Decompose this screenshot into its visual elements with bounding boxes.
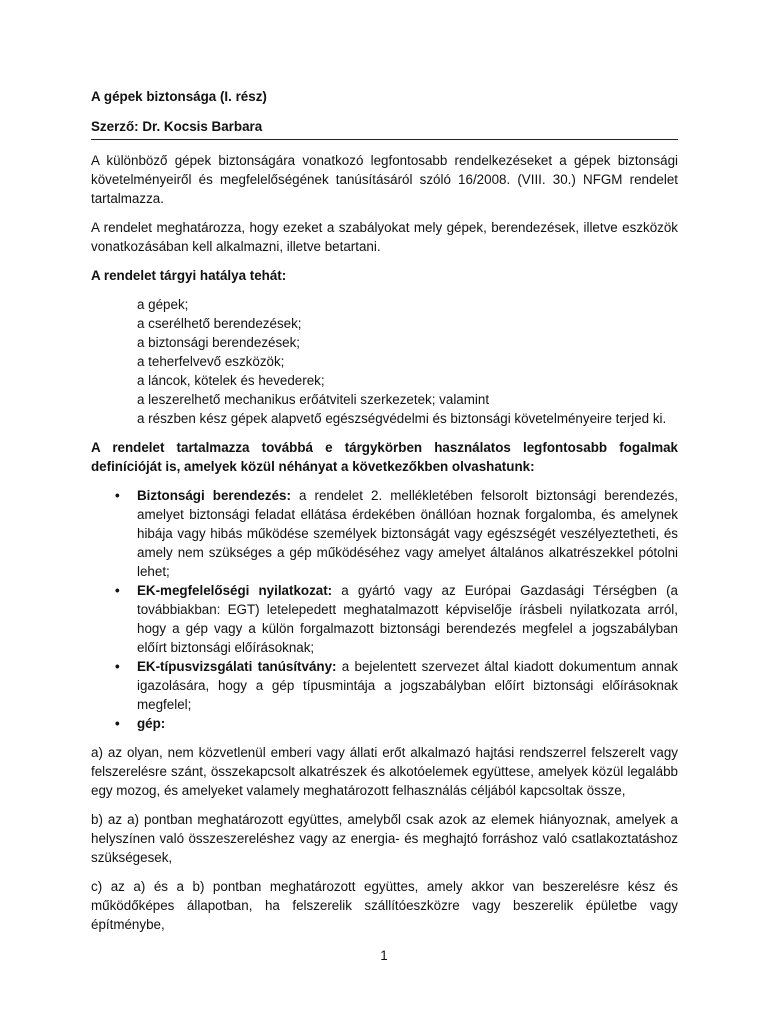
definitions-heading: A rendelet tartalmazza továbbá e tárgykörben használatos legfontosabb fogalmak definícióját is, amelyek közül néhányat a következőkben olvashatunk: [91, 440, 678, 474]
definition-text: a gyártó vagy az Európai Gazdasági Térségben (a továbbiakban: EGT) letelepedett meghatalmazott képviselője írásbeli nyilatkozata arról, hogy a gép vagy a külön forgalmazott biztonsági berendezés megfelel a jogszabályban előírt biztonsági előírásoknak; [137, 583, 678, 655]
bullet-icon: • [115, 488, 120, 503]
bullet-icon: • [115, 659, 120, 674]
scope-item: a láncok, kötelek és hevederek; [137, 373, 325, 388]
scope-item: a teherfelvevő eszközök; [137, 354, 285, 369]
definition-paragraph-b: b) az a) pontban meghatározott együttes, amelyből csak azok az elemek hiányoznak, amelyek a helyszínen való összeszereléshez vagy az energia- és meghajtó forráshoz való csatlakoztatáshoz szükségesek, [91, 812, 678, 865]
document-body [91, 87, 678, 944]
scope-list [137, 295, 678, 428]
scope-paragraph: A rendelet meghatározza, hogy ezeket a szabályokat mely gépek, berendezések, illetve eszközök vonatkozásában kell alkalmazni, illetve betartani. [91, 220, 678, 254]
author-line: Szerző: Dr. Kocsis Barbara [91, 117, 678, 140]
definition-term: gép: [137, 716, 166, 731]
bullet-icon: • [115, 583, 120, 598]
page-number: 1 [380, 948, 388, 963]
definition-item [91, 657, 678, 714]
intro-paragraph: A különböző gépek biztonságára vonatkozó legfontosabb rendelkezéseket a gépek biztonsági követelményeiről és megfelelőségének tanúsításáról szóló 16/2008. (VIII. 30.) NFGM rendelet tartalmazza. [91, 153, 678, 206]
definitions-list [91, 486, 678, 733]
definition-term: Biztonsági berendezés: [137, 488, 291, 503]
definition-term: EK-megfelelőségi nyilatkozat: [137, 583, 333, 598]
definition-text: a bejelentett szervezet által kiadott dokumentum annak igazolására, hogy a gép típusmintája a jogszabályban előírt biztonsági előírásoknak megfelel; [137, 659, 678, 712]
definition-item [91, 486, 678, 581]
scope-item: a gépek; [137, 297, 189, 312]
scope-item: a leszerelhető mechanikus erőátviteli szerkezetek; valamint [137, 392, 490, 407]
scope-item: a részben kész gépek alapvető egészségvédelmi és biztonsági követelményeire terjed ki. [137, 411, 667, 426]
document-title: A gépek biztonsága (I. rész) [91, 89, 267, 104]
scope-item: a cserélhető berendezések; [137, 316, 302, 331]
definition-item [91, 714, 678, 733]
definition-item [91, 581, 678, 657]
scope-item: a biztonsági berendezések; [137, 335, 301, 350]
bullet-icon: • [115, 716, 120, 731]
definition-paragraph-a: a) az olyan, nem közvetlenül emberi vagy állati erőt alkalmazó hajtási rendszerrel felszerelt vagy felszerelésre szánt, összekapcsolt alkatrészek és alkotóelemek együttese, amelyek közül legalább egy mozog, és amelyeket valamely meghatározott felhasználás céljából kapcsoltak össze, [91, 745, 678, 798]
definition-paragraph-c: c) az a) és a b) pontban meghatározott együttes, amely akkor van beszerelésre kész és működőképes állapotban, ha felszerelik szállítóeszközre vagy beszerelik épületbe vagy építménybe, [91, 879, 678, 932]
definition-text: a rendelet 2. mellékletében felsorolt biztonsági berendezés, amelyet biztonsági feladat ellátása érdekében önállóan hoznak forgalomba, és amelynek hibája vagy hibás működése személyek biztonságát vagy egészségét veszélyeztetheti, és amely nem szükséges a gép működéséhez vagy amelyet általános alkatrészekkel pótolni lehet; [137, 488, 678, 579]
scope-heading: A rendelet tárgyi hatálya tehát: [91, 268, 287, 283]
definition-term: EK-típusvizsgálati tanúsítvány: [137, 659, 337, 674]
